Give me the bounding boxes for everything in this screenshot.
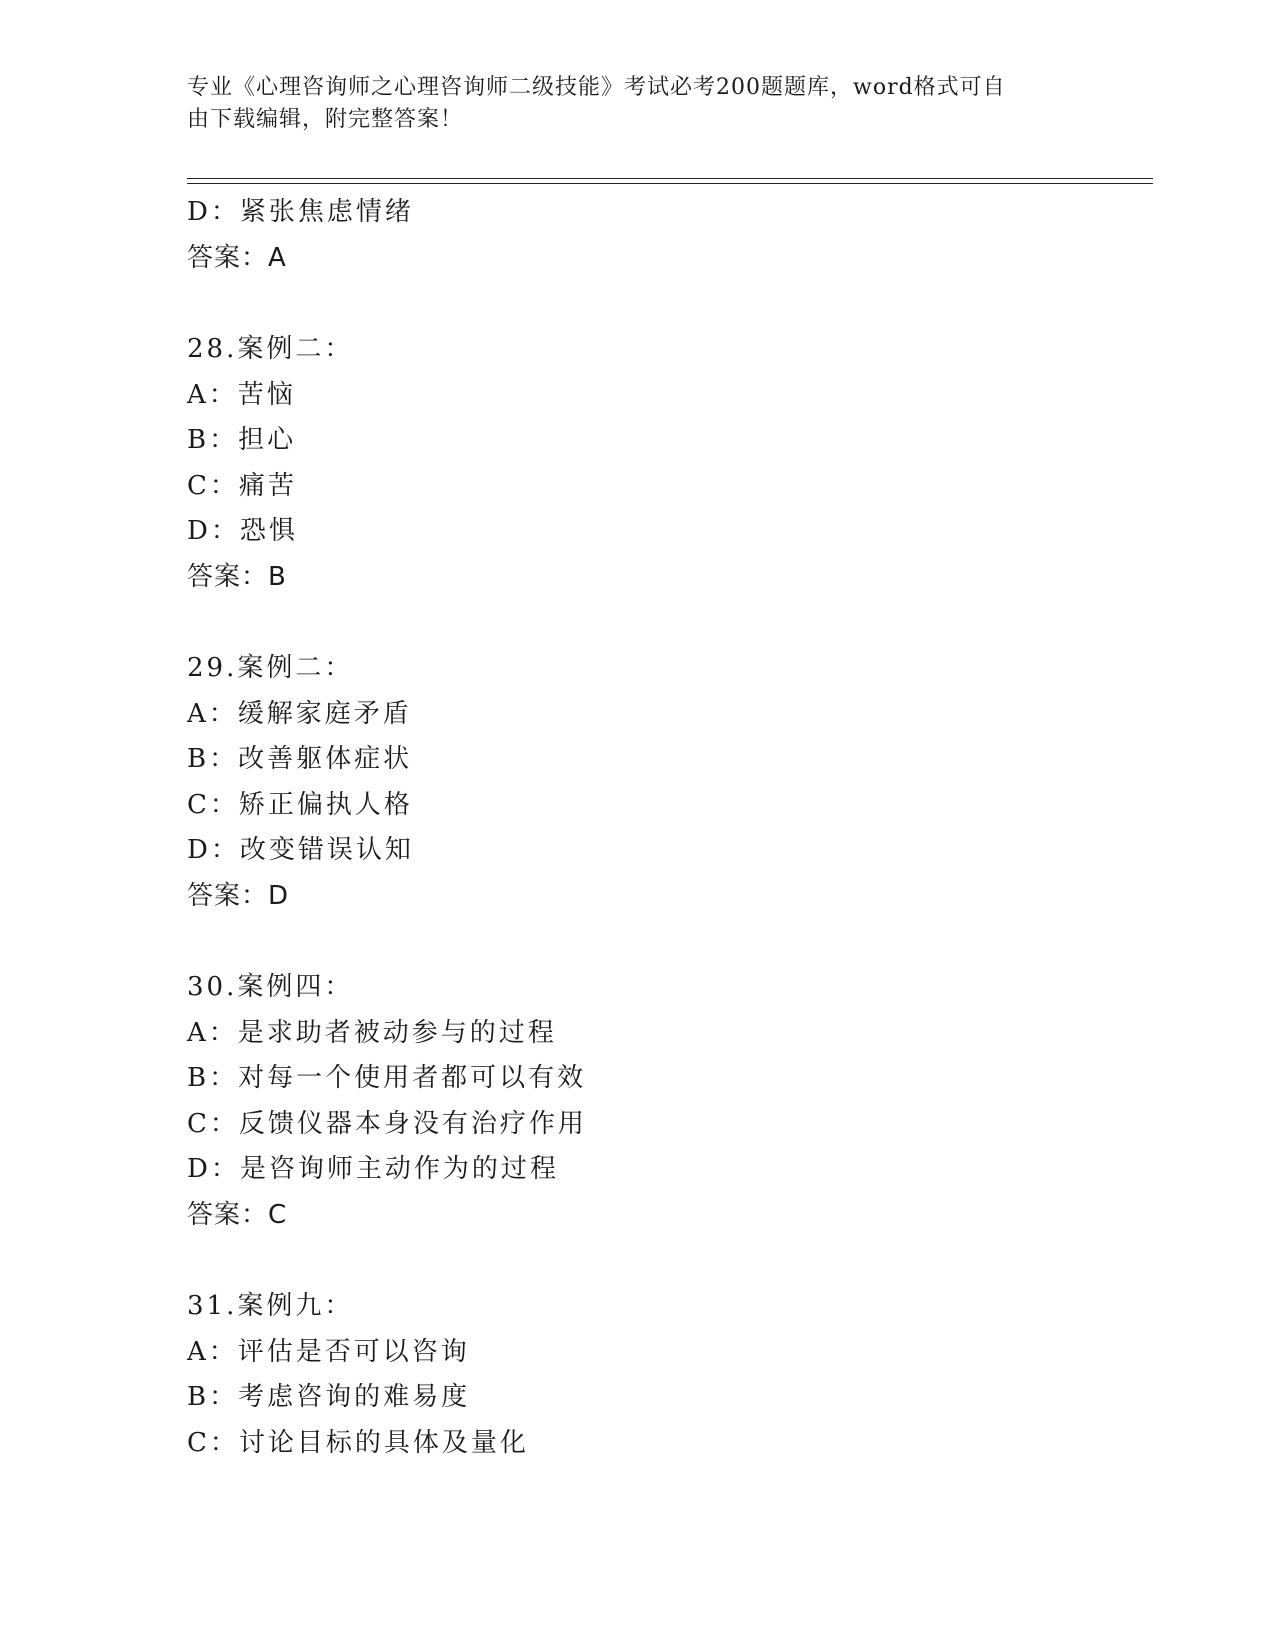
header-divider-bottom [187,183,1153,184]
option-c: C：矫正偏执人格 [187,789,413,820]
option-c: C：反馈仪器本身没有治疗作用 [187,1108,587,1139]
option-d: D：是咨询师主动作为的过程 [187,1154,559,1184]
option-c: C：讨论目标的具体及量化 [187,1427,529,1458]
question-title: 29.案例二： [187,653,354,683]
header-divider-top [187,178,1153,179]
spacer [187,919,1147,965]
question-28 [187,327,1147,600]
question-title: 31.案例九： [187,1291,354,1321]
spacer [187,1238,1147,1284]
question-31 [187,1284,1147,1466]
question-30 [187,965,1147,1238]
option-d: D：恐惧 [187,516,298,546]
header-line-2: 由下载编辑，附完整答案！ [187,107,464,132]
option-a: A：缓解家庭矛盾 [187,698,412,729]
answer: 答案：C [187,1199,288,1230]
question-title: 30.案例四： [187,972,354,1002]
answer: 答案：B [187,561,287,592]
option-d: D：改变错误认知 [187,835,414,865]
option-a: A：评估是否可以咨询 [187,1336,470,1367]
header-line-1: 专业《心理咨询师之心理咨询师二级技能》考试必考200题题库，word格式可自 [187,75,1006,100]
question-title: 28.案例二： [187,334,354,364]
spacer [187,600,1147,646]
option-b: B：改善躯体症状 [187,744,413,774]
spacer [187,281,1147,327]
option-b: B：担心 [187,425,297,455]
document-header [187,72,1087,136]
answer: 答案：D [187,880,290,911]
question-29 [187,646,1147,919]
option-a: A：是求助者被动参与的过程 [187,1017,557,1048]
option-b: B：对每一个使用者都可以有效 [187,1063,587,1093]
option-a: A：苦恼 [187,379,296,410]
carryover-answer: 答案：A [187,242,287,273]
question-list [187,190,1147,1466]
option-c: C：痛苦 [187,470,297,501]
option-b: B：考虑咨询的难易度 [187,1382,471,1412]
carryover-option-d: D：紧张焦虑情绪 [187,197,414,227]
